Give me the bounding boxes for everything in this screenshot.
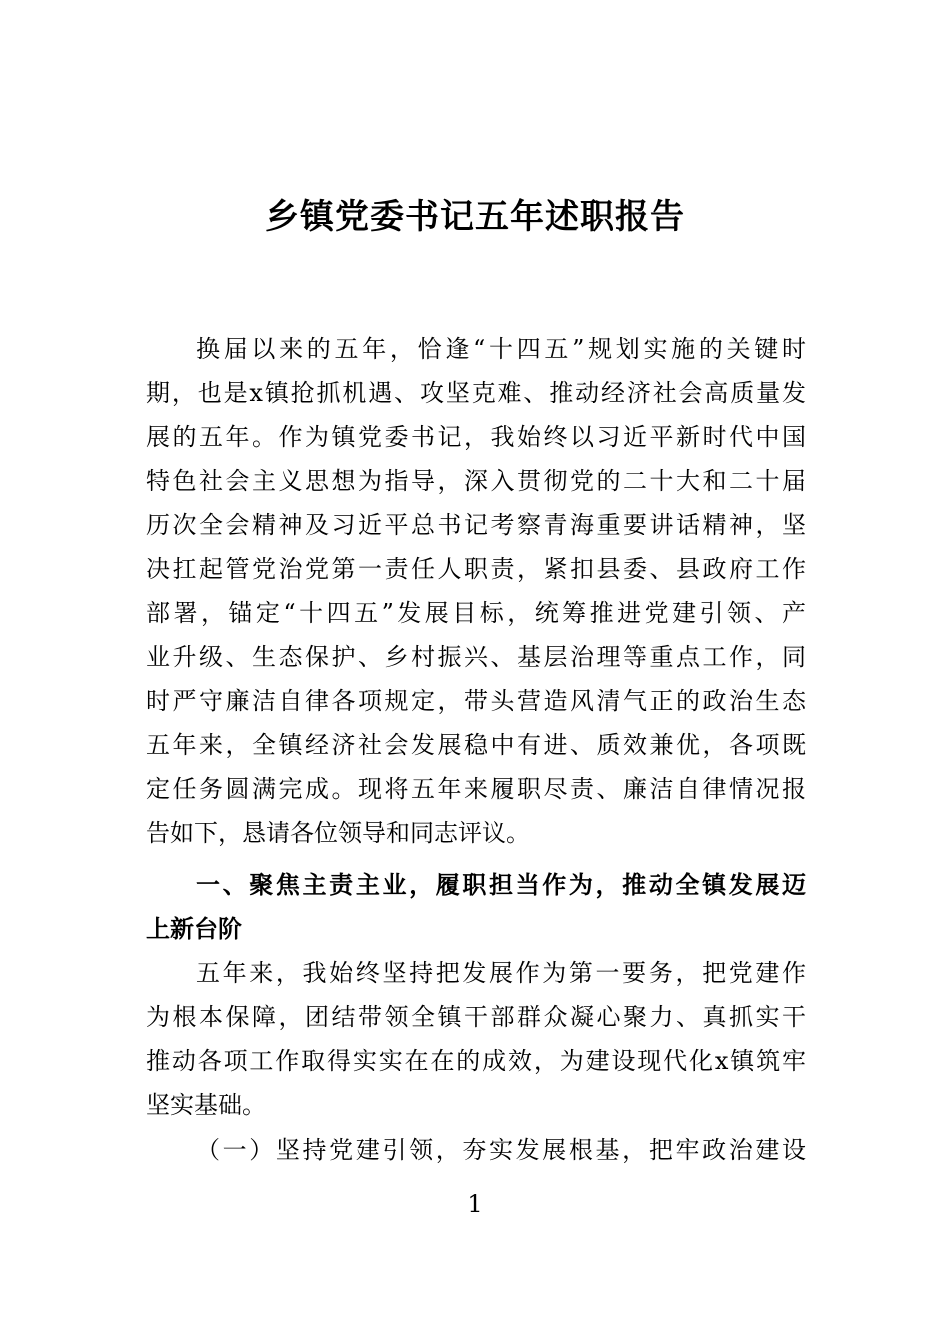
text-line: 坚实基础。 (146, 1091, 266, 1119)
subsection-paragraph (146, 1128, 806, 1172)
text-line: 历次全会精神及习近平总书记考察青海重要讲话精神，坚 (146, 511, 806, 539)
text-line: 展的五年。作为镇党委书记，我始终以习近平新时代中国 (146, 423, 806, 451)
page-number: 1 (467, 1190, 483, 1218)
text-line: 为根本保障，团结带领全镇干部群众凝心聚力、真抓实干 (146, 1003, 806, 1031)
section-paragraph (146, 951, 806, 1127)
heading-line: 一、聚焦主责主业，履职担当作为，推动全镇发展迈 (196, 871, 806, 899)
text-line: 告如下，恳请各位领导和同志评议。 (146, 819, 530, 847)
text-line: 五年来，全镇经济社会发展稳中有进、质效兼优，各项既 (146, 731, 806, 759)
text-line: 特色社会主义思想为指导，深入贯彻党的二十大和二十届 (146, 467, 806, 495)
text-line: 换届以来的五年，恰逢“十四五”规划实施的关键时 (196, 335, 806, 363)
text-line: （一）坚持党建引领，夯实发展根基，把牢政治建设 (196, 1136, 806, 1164)
text-line: 推动各项工作取得实实在在的成效，为建设现代化x镇筑牢 (146, 1047, 806, 1075)
intro-paragraph (146, 327, 806, 855)
text-line: 业升级、生态保护、乡村振兴、基层治理等重点工作，同 (146, 643, 806, 671)
heading-line: 上新台阶 (146, 915, 242, 943)
text-line: 时严守廉洁自律各项规定，带头营造风清气正的政治生态 (146, 687, 806, 715)
text-line: 部署，锚定“十四五”发展目标，统筹推进党建引领、产 (146, 599, 806, 627)
text-line: 决扛起管党治党第一责任人职责，紧扣县委、县政府工作 (146, 555, 806, 583)
text-line: 定任务圆满完成。现将五年来履职尽责、廉洁自律情况报 (146, 775, 806, 803)
document-title: 乡镇党委书记五年述职报告 (265, 197, 685, 237)
text-line: 五年来，我始终坚持把发展作为第一要务，把党建作 (196, 959, 806, 987)
section-heading (146, 863, 806, 951)
text-line: 期，也是x镇抢抓机遇、攻坚克难、推动经济社会高质量发 (146, 379, 806, 407)
